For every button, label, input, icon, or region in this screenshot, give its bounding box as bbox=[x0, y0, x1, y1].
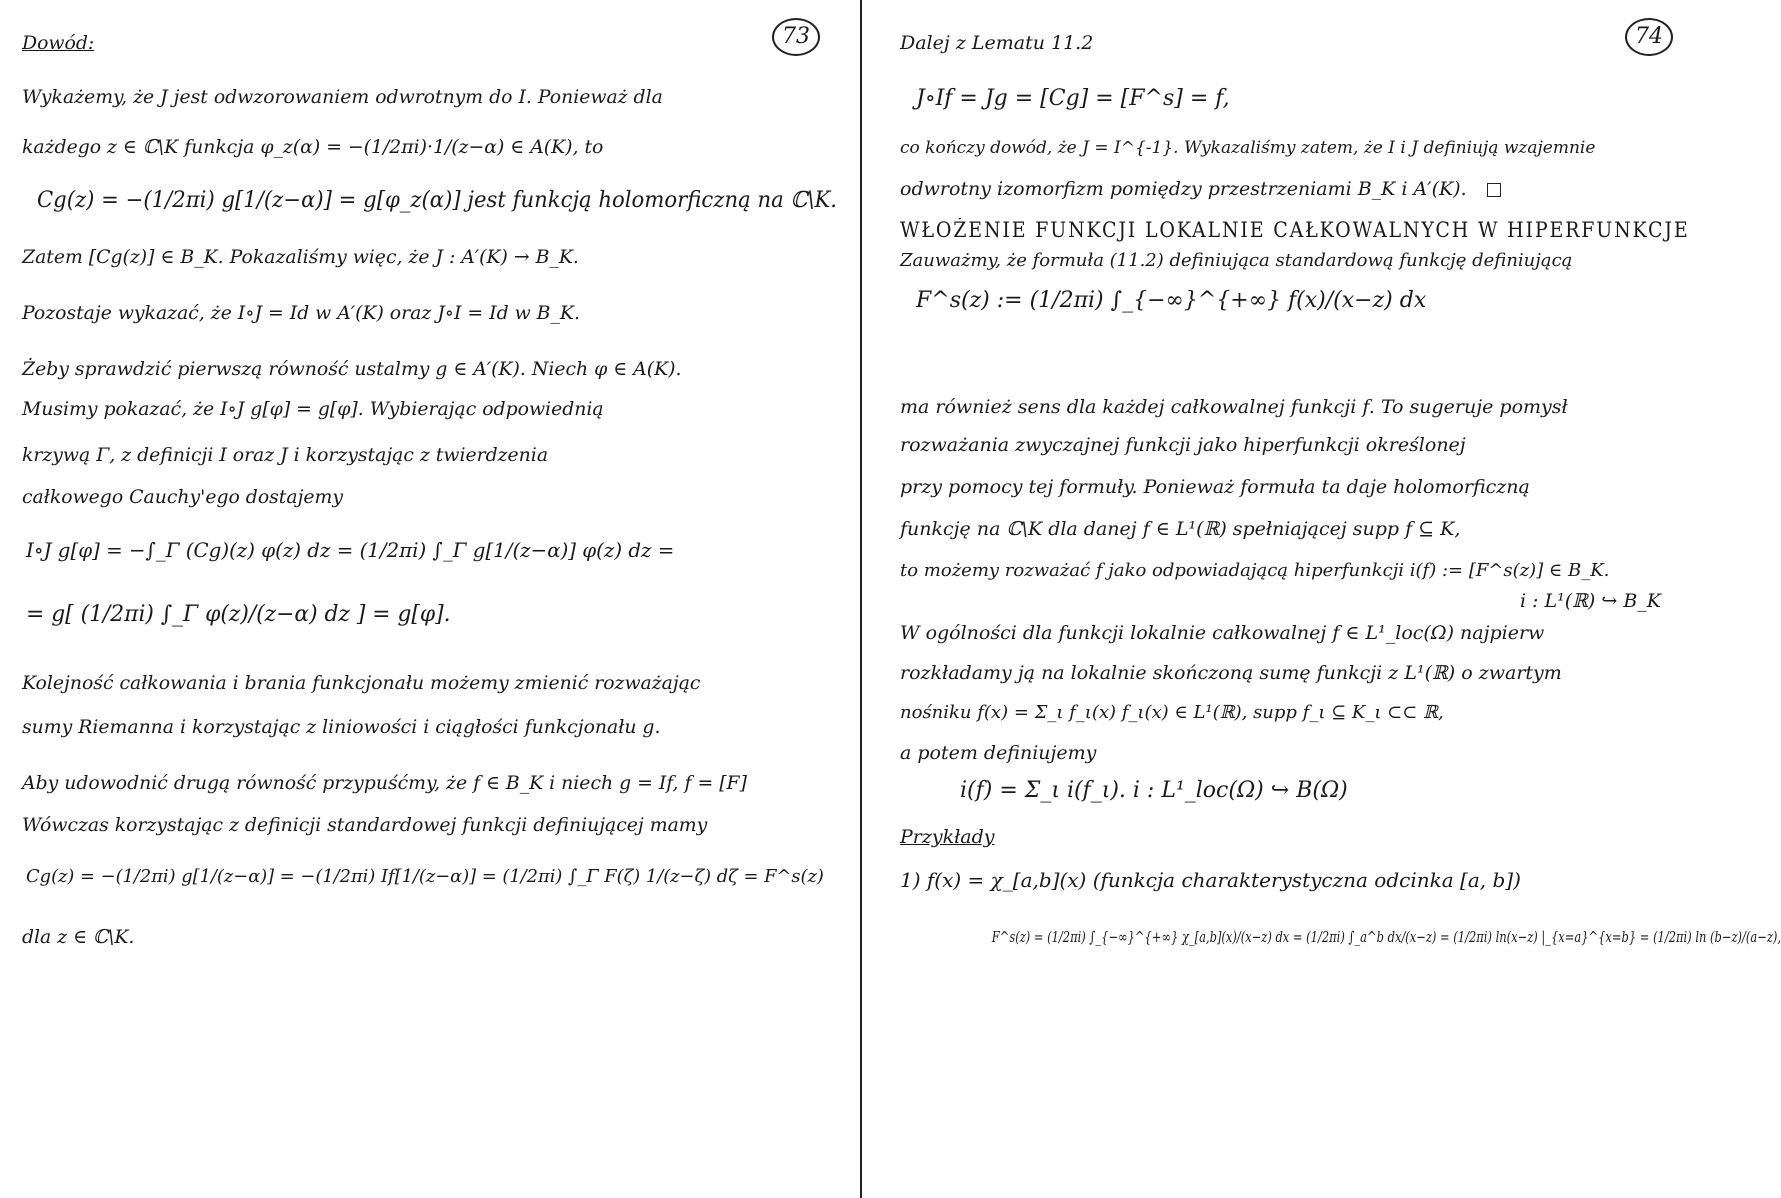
formula-line: F^s(z) = (1/2πi) ∫_{−∞}^{+∞} χ_[a,b](x)/(x−z) dx = (1/2πi) ∫_a^b dx/(x−z) = (1/2πi) ln(x−z) |_{x=a}^{x=b} = (1/2πi) ln (b−z)/(a−z), bbox=[991, 928, 1781, 946]
formula-line: i(f) = Σ_ι i(f_ι). i : L¹_loc(Ω) ↪ B(Ω) bbox=[960, 778, 1348, 803]
section-heading: WŁOŻENIE FUNKCJI LOKALNIE CAŁKOWALNYCH W HIPERFUNKCJE bbox=[900, 218, 1690, 242]
text-line: Żeby sprawdzić pierwszą równość ustalmy g ∈ A′(K). Niech φ ∈ A(K). bbox=[22, 358, 682, 380]
page-number-left: 73 bbox=[772, 18, 820, 56]
text-line: Musimy pokazać, że I∘J g[φ] = g[φ]. Wybierając odpowiednią bbox=[22, 398, 604, 420]
formula-line: I∘J g[φ] = −∫_Γ (Cg)(z) φ(z) dz = (1/2πi) ∫_Γ g[1/(z−α)] φ(z) dz = bbox=[26, 538, 675, 562]
left-page bbox=[0, 0, 862, 1198]
text-line: funkcję na ℂ\K dla danej f ∈ L¹(ℝ) spełniającej supp f ⊆ K, bbox=[900, 518, 1461, 540]
text-line: Pozostaje wykazać, że I∘J = Id w A′(K) oraz J∘I = Id w B_K. bbox=[22, 302, 580, 324]
formula-line: J∘If = Jg = [Cg] = [F^s] = f, bbox=[916, 86, 1230, 111]
text-line: W ogólności dla funkcji lokalnie całkowalnej f ∈ L¹_loc(Ω) najpierw bbox=[900, 622, 1545, 644]
text-line: Dalej z Lematu 11.2 bbox=[900, 32, 1094, 54]
right-page bbox=[862, 0, 1781, 1198]
text-line: rozkładamy ją na lokalnie skończoną sumę funkcji z L¹(ℝ) o zwartym bbox=[900, 662, 1562, 684]
text-line: rozważania zwyczajnej funkcji jako hiperfunkcji określonej bbox=[900, 434, 1466, 456]
text-line: co kończy dowód, że J = I^{-1}. Wykazaliśmy zatem, że I i J definiują wzajemnie bbox=[900, 138, 1596, 158]
text-line: dla z ∈ ℂ\K. bbox=[22, 926, 135, 948]
proof-heading: Dowód: bbox=[22, 32, 95, 54]
text-line: Wówczas korzystając z definicji standardowej funkcji definiującej mamy bbox=[22, 814, 708, 836]
embedding-label: i : L¹(ℝ) ↪ B_K bbox=[1519, 590, 1661, 612]
text-line: ma również sens dla każdej całkowalnej funkcji f. To sugeruje pomysł bbox=[900, 396, 1568, 418]
text-line: całkowego Cauchy'ego dostajemy bbox=[22, 486, 344, 508]
text-line: Aby udowodnić drugą równość przypuśćmy, że f ∈ B_K i niech g = If, f = [F] bbox=[22, 772, 747, 794]
formula-line: = g[ (1/2πi) ∫_Γ φ(z)/(z−α) dz ] = g[φ]. bbox=[26, 602, 451, 627]
text-line: przy pomocy tej formuły. Ponieważ formuła ta daje holomorficzną bbox=[900, 476, 1530, 498]
text-line: sumy Riemanna i korzystając z liniowości i ciągłości funkcjonału g. bbox=[22, 716, 661, 738]
formula-line: F^s(z) := (1/2πi) ∫_{−∞}^{+∞} f(x)/(x−z) dx bbox=[916, 288, 1427, 313]
page-number-right: 74 bbox=[1625, 18, 1673, 56]
text-line: nośniku f(x) = Σ_ι f_ι(x) f_ι(x) ∈ L¹(ℝ), supp f_ι ⊆ K_ι ⊂⊂ ℝ, bbox=[900, 702, 1444, 723]
text-line: Wykażemy, że J jest odwzorowaniem odwrotnym do I. Ponieważ dla bbox=[22, 86, 663, 108]
text-line: Zatem [Cg(z)] ∈ B_K. Pokazaliśmy więc, że J : A′(K) → B_K. bbox=[22, 246, 579, 268]
examples-heading: Przykłady bbox=[900, 826, 995, 848]
text-line: to możemy rozważać f jako odpowiadającą hiperfunkcji i(f) := [F^s(z)] ∈ B_K. bbox=[900, 560, 1610, 581]
text-line: Zauważmy, że formuła (11.2) definiująca standardową funkcję definiującą bbox=[900, 250, 1573, 271]
qed-symbol bbox=[1487, 183, 1501, 197]
text-line: a potem definiujemy bbox=[900, 742, 1097, 764]
formula-line: Cg(z) = −(1/2πi) g[1/(z−α)] = −(1/2πi) If[1/(z−α)] = (1/2πi) ∫_Γ F(ζ) 1/(z−ζ) dζ = F^s(z) bbox=[26, 866, 824, 887]
text-line: odwrotny izomorfizm pomiędzy przestrzeniami B_K i A′(K). bbox=[900, 178, 1681, 218]
text-line: krzywą Γ, z definicji I oraz J i korzystając z twierdzenia bbox=[22, 444, 549, 466]
formula-line: Cg(z) = −(1/2πi) g[1/(z−α)] = g[φ_z(α)] jest funkcją holomorficzną na ℂ\K. bbox=[36, 188, 838, 213]
text-line: Kolejność całkowania i brania funkcjonału możemy zmienić rozważając bbox=[22, 672, 701, 694]
formula-line: 1) f(x) = χ_[a,b](x) (funkcja charakterystyczna odcinka [a, b]) bbox=[900, 868, 1521, 892]
text-line: każdego z ∈ ℂ\K funkcja φ_z(α) = −(1/2πi)·1/(z−α) ∈ A(K), to bbox=[22, 136, 604, 158]
